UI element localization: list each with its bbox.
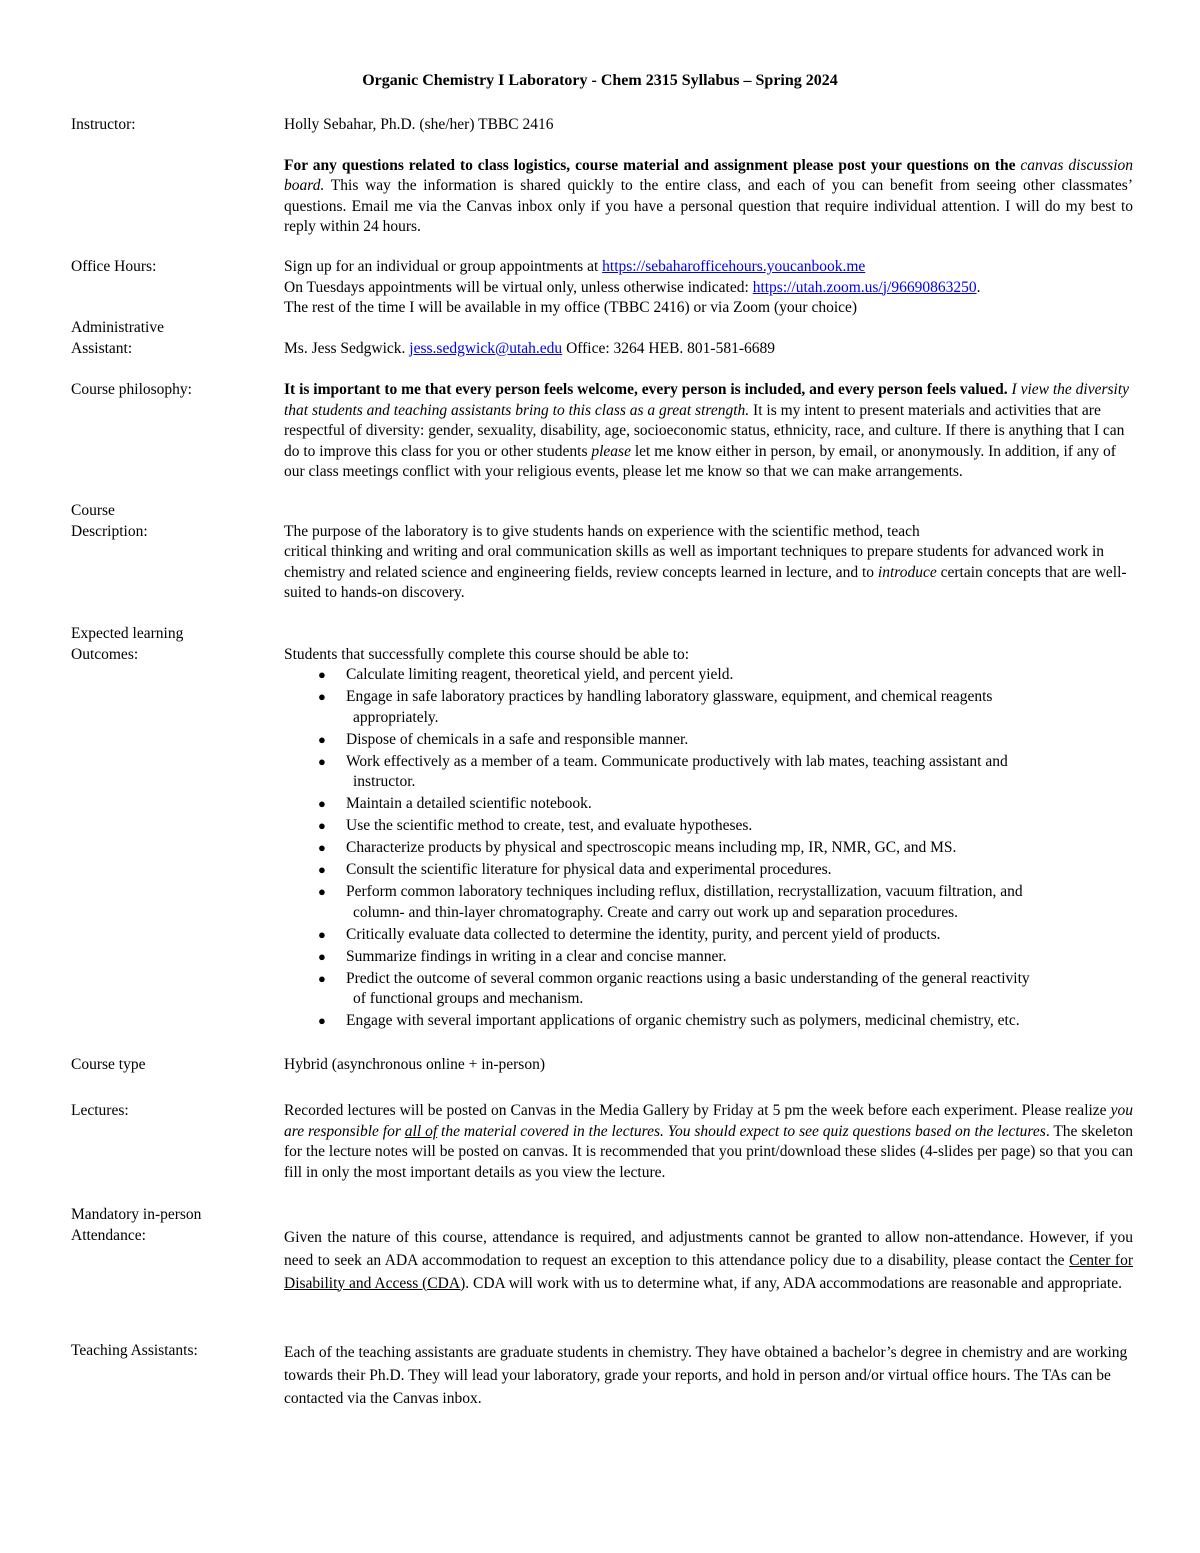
outcome-text-continued: column- and thin-layer chromatography. Create and carry out work up and separation procedures. — [353, 903, 958, 921]
outcomes-label-line1: Expected learning — [71, 625, 184, 642]
outcome-item — [284, 665, 1133, 686]
bullet-icon: ● — [318, 948, 326, 964]
description-body: critical thinking and writing and oral communication skills as well as important techniques to prepare students for advanced work in chemistry and related science and engineering fields, review concepts learned in lecture, and to — [284, 543, 1104, 581]
office-hours-line2-text: On Tuesdays appointments will be virtual only, unless otherwise indicated: — [284, 278, 753, 296]
instructor-content — [284, 115, 1133, 238]
admin-assistant-name: Ms. Jess Sedgwick. — [284, 339, 410, 357]
bullet-icon: ● — [318, 926, 326, 942]
outcome-text: Summarize findings in writing in a clear and concise manner. — [346, 947, 727, 965]
philosophy-text — [284, 380, 1133, 483]
description-italic: introduce — [877, 563, 937, 581]
lectures-italic1: you are responsible for — [284, 1102, 1133, 1140]
bullet-icon: ● — [318, 796, 326, 811]
office-hours-line3: The rest of the time I will be available in my office (TBBC 2416) or via Zoom (your choice) — [284, 299, 858, 316]
course-type-value: Hybrid (asynchronous online + in-person) — [284, 1056, 545, 1073]
outcome-item — [284, 752, 1133, 793]
outcomes-list — [284, 665, 1133, 1032]
zoom-link[interactable]: https://utah.zoom.us/j/96690863250 — [752, 278, 977, 296]
philosophy-bold: It is important to me that every person feels welcome, every person is included, and every person feels valued. — [284, 381, 1008, 398]
description-label — [71, 501, 271, 542]
outcome-item — [284, 816, 1133, 837]
description-label-line2: Description: — [71, 522, 148, 540]
tas-label: Teaching Assistants: — [71, 1342, 198, 1359]
description-end: certain concepts that are well-suited to hands-on discovery. — [284, 563, 1127, 601]
outcome-text: Calculate limiting reagent, theoretical yield, and percent yield. — [346, 666, 734, 683]
bullet-icon: ● — [318, 970, 326, 986]
outcome-item — [284, 882, 1133, 923]
admin-assistant-office: Office: 3264 HEB. 801-581-6689 — [562, 339, 775, 357]
outcome-text: Characterize products by physical and spectroscopic means including mp, IR, NMR, GC, and MS. — [346, 839, 957, 856]
bullet-icon: ● — [318, 753, 326, 769]
outcome-item — [284, 730, 1133, 751]
outcome-item — [284, 687, 1133, 728]
office-hours-line2-suffix: . — [976, 278, 981, 296]
cda-link[interactable]: Center for Disability and Access (CDA) — [284, 1251, 1134, 1292]
outcome-text: Engage in safe laboratory practices by handling laboratory glassware, equipment, and chemical reagents — [346, 688, 993, 705]
lectures-italic-underline: all of — [404, 1122, 438, 1140]
description-text — [284, 542, 1133, 604]
instructor-name: Holly Sebahar, Ph.D. (she/her) TBBC 2416 — [284, 116, 554, 133]
philosophy-label: Course philosophy: — [71, 381, 192, 398]
outcomes-content — [284, 645, 1133, 1034]
attendance-content — [284, 1226, 1133, 1295]
lectures-content — [284, 1101, 1133, 1183]
course-type-label: Course type — [71, 1056, 146, 1073]
outcome-text: Predict the outcome of several common organic reactions using a basic understanding of the general reactivity — [346, 969, 1030, 987]
philosophy-italic2: please — [591, 442, 631, 460]
lectures-text1: Recorded lectures will be posted on Canvas in the Media Gallery by Friday at 5 pm the week before each experiment. Please realize — [284, 1102, 1111, 1119]
lectures-text2: . The skeleton for the lecture notes will be posted on canvas. It is recommended that you print/download these slides (4-slides per page) so that you can fill in only the most important details as you view the lecture. — [284, 1122, 1133, 1181]
outcome-text: Work effectively as a member of a team. Communicate productively with lab mates, teaching assistant and — [346, 752, 1008, 770]
outcome-text-continued: instructor. — [353, 773, 416, 790]
outcome-text: Maintain a detailed scientific notebook. — [346, 795, 592, 812]
instructor-label: Instructor: — [71, 116, 136, 133]
attendance-text2: . CDA will work with us to determine what, if any, ADA accommodations are reasonable and appropriate. — [465, 1274, 1122, 1292]
booking-link[interactable]: https://sebaharofficehours.youcanbook.me — [602, 258, 866, 275]
admin-assistant-label-line2: Assistant: — [71, 339, 133, 357]
outcome-text: Critically evaluate data collected to determine the identity, purity, and percent yield of products. — [346, 925, 941, 943]
office-hours-label: Office Hours: — [71, 258, 157, 275]
outcomes-label-line2: Outcomes: — [71, 645, 139, 663]
attendance-label-line2: Attendance: — [71, 1226, 146, 1244]
outcome-text: Perform common laboratory techniques including reflux, distillation, recrystallization, vacuum filtration, and — [346, 883, 1023, 900]
attendance-text — [284, 1226, 1133, 1295]
description-label-line1: Course — [71, 502, 115, 519]
philosophy-text1: It is my intent to present materials and activities that are respectful of diversity: gender, sexuality, disability, age, socioeconomic status, ethnicity, race, and culture. If there is anything that I can do to improve this class for you or other students — [284, 401, 1125, 460]
bullet-icon: ● — [318, 689, 326, 704]
lectures-text — [284, 1101, 1133, 1183]
tas-text: Each of the teaching assistants are graduate students in chemistry. They have obtained a bachelor’s degree in chemistry and are working towards their Ph.D. They will lead your laboratory, grade your reports, and hold in person and/or virtual office hours. The TAs can be contacted via the Canvas inbox. — [284, 1344, 1128, 1407]
assistant-email-link[interactable]: jess.sedgwick@utah.edu — [409, 339, 563, 357]
philosophy-text2: let me know either in person, by email, or anonymously. In addition, if any of our class meetings conflict with your religious events, please let me know so that we can make arrangements. — [284, 442, 1116, 480]
admin-assistant-label-line1: Administrative — [71, 319, 164, 336]
outcome-item — [284, 860, 1133, 881]
bullet-icon: ● — [318, 862, 326, 877]
lectures-label: Lectures: — [71, 1102, 129, 1119]
outcomes-label — [71, 624, 271, 665]
outcome-item — [284, 1011, 1133, 1032]
outcome-text-continued: of functional groups and mechanism. — [353, 990, 584, 1007]
outcome-text: Dispose of chemicals in a safe and responsible manner. — [346, 730, 689, 748]
bullet-icon: ● — [318, 818, 326, 833]
instructor-note-italic: canvas discussion board. — [284, 156, 1133, 194]
outcome-item — [284, 925, 1133, 946]
admin-assistant-label — [71, 318, 271, 359]
description-line1: The purpose of the laboratory is to give students hands on experience with the scientific method, teach — [284, 522, 920, 540]
office-hours-content — [284, 257, 1133, 319]
instructor-note-bold: For any questions related to class logistics, course material and assignment please post your questions on the — [284, 156, 1016, 174]
office-hours-line1-text: Sign up for an individual or group appointments at — [284, 258, 603, 275]
attendance-label — [71, 1205, 271, 1246]
bullet-icon: ● — [318, 667, 326, 682]
office-hours-line1 — [284, 257, 1133, 278]
instructor-note — [284, 156, 1133, 238]
outcome-text: Consult the scientific literature for physical data and experimental procedures. — [346, 861, 832, 878]
office-hours-line2 — [284, 278, 1133, 299]
philosophy-italic: I view the diversity that students and teaching assistants bring to this class as a great strength. — [284, 381, 1130, 419]
instructor-note-rest: This way the information is shared quickly to the entire class, and each of you can benefit from seeing other classmates’ questions. Email me via the Canvas inbox only if you have a personal question that require individual attention. I will do my best to reply within 24 hours. — [284, 177, 1133, 235]
bullet-icon: ● — [318, 840, 326, 855]
outcomes-intro: Students that successfully complete this course should be able to: — [284, 645, 690, 663]
outcome-text: Use the scientific method to create, test, and evaluate hypotheses. — [346, 817, 753, 834]
outcome-text: Engage with several important applications of organic chemistry such as polymers, medicinal chemistry, etc. — [346, 1012, 1020, 1029]
description-content — [284, 522, 1133, 604]
bullet-icon: ● — [318, 731, 326, 747]
outcome-text-continued: appropriately. — [353, 708, 439, 726]
attendance-label-line1: Mandatory in-person — [71, 1206, 202, 1223]
admin-assistant-content — [284, 339, 1133, 360]
admin-assistant-line — [284, 339, 1133, 360]
philosophy-content — [284, 380, 1133, 483]
outcome-item — [284, 969, 1133, 1010]
bullet-icon: ● — [318, 1013, 326, 1028]
outcome-item — [284, 838, 1133, 859]
page-title: Organic Chemistry I Laboratory - Chem 2315 Syllabus – Spring 2024 — [362, 72, 838, 89]
outcome-item — [284, 794, 1133, 815]
outcome-item — [284, 947, 1133, 968]
attendance-text1: Given the nature of this course, attendance is required, and adjustments cannot be granted to allow non-attendance. However, if you need to seek an ADA accommodation to request an exception to this attendance policy due to a disability, please contact the — [284, 1228, 1133, 1269]
bullet-icon: ● — [318, 884, 326, 899]
lectures-italic2: the material covered in the lectures. You should expect to see quiz questions based on the lectures — [437, 1122, 1046, 1140]
